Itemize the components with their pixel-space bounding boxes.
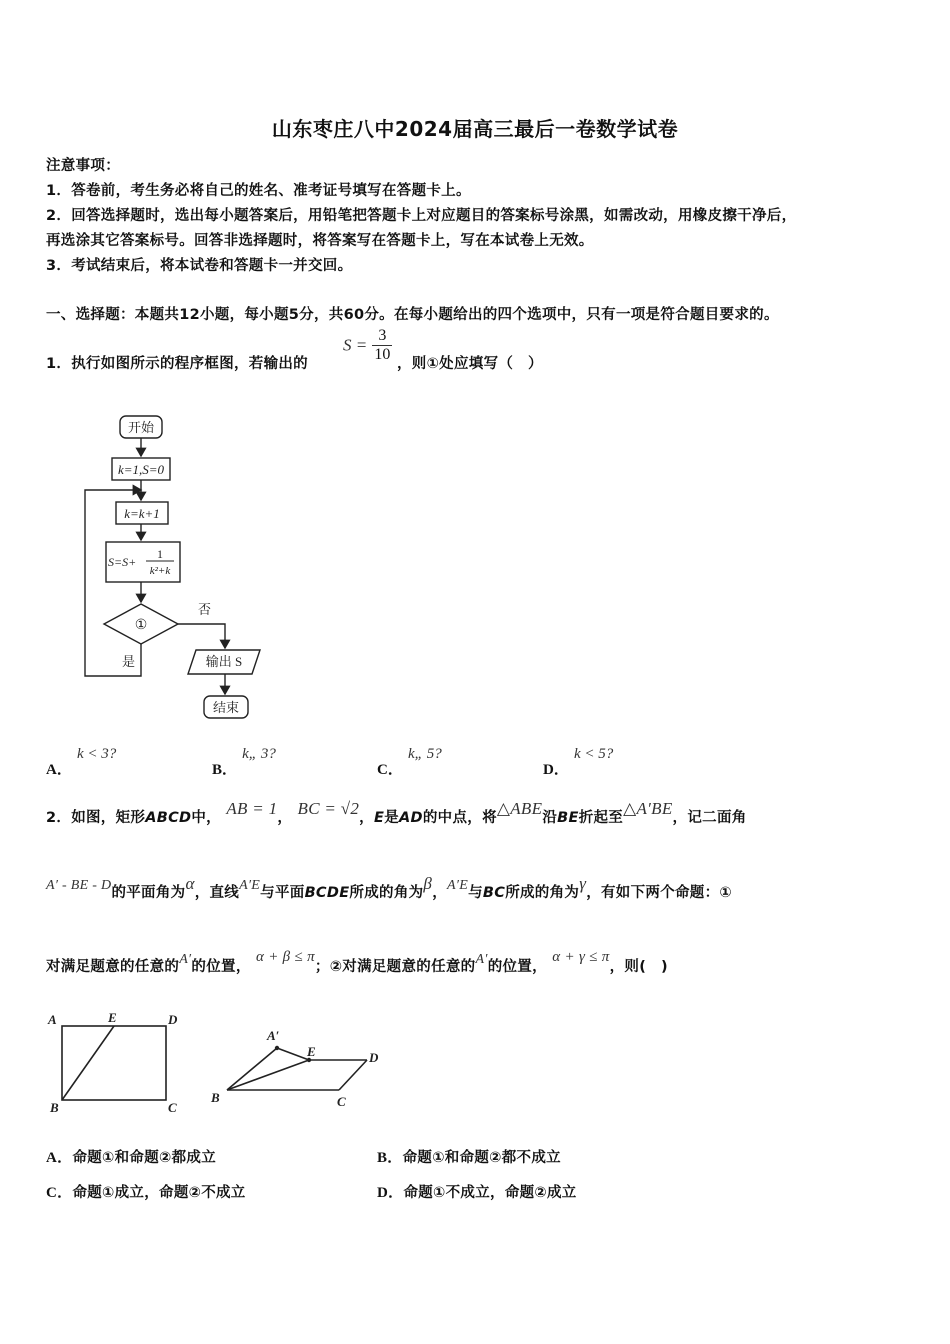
q2-option-a: A．命题①和命题②都成立	[46, 1150, 216, 1166]
flow-sum-den: k²+k	[149, 565, 171, 577]
section-heading: 一、选择题：本题共12小题，每小题5分，共60分。在每小题给出的四个选项中，只有一项是符合题目要求的。	[46, 307, 779, 323]
q2-option-b: B．命题①和命题②都不成立	[377, 1150, 561, 1166]
flow-output-label: 输出 S	[205, 654, 243, 669]
flow-init-label: k=1,S=0	[117, 462, 165, 477]
fig1-label-c: C	[168, 1100, 177, 1115]
flow-start-label: 开始	[127, 420, 155, 435]
fig1-label-b: B	[50, 1100, 59, 1115]
q1-option-d: D． k < 5?	[543, 746, 614, 778]
fig2-label-b: B	[211, 1090, 220, 1105]
notice-heading: 注意事项：	[46, 158, 120, 174]
q1-frac-den: 10	[374, 346, 391, 363]
flow-yes-label: 是	[122, 654, 136, 669]
fig2-label-a: A′	[267, 1028, 280, 1043]
flow-sum-left: S=S+	[108, 555, 137, 569]
q2-option-c: C．命题①成立，命题②不成立	[46, 1185, 246, 1201]
q1-option-c: C． k„ 5?	[377, 746, 442, 778]
notice-item: 2．回答选择题时，选出每小题答案后，用铅笔把答题卡上对应题目的答案标号涂黑，如需改动，用橡皮擦干净后，	[46, 208, 797, 224]
q1-option-a: A． k < 3?	[46, 746, 117, 778]
q1-stem	[46, 352, 308, 373]
flow-sum-num: 1	[157, 547, 163, 561]
fig2-label-d: D	[369, 1050, 379, 1065]
q1-stem-after: ，则①处应填写（ ）	[397, 356, 543, 372]
fig1-label-a: A	[48, 1012, 57, 1027]
flow-end-label: 结束	[212, 700, 240, 715]
q2-figure-folded	[205, 1022, 395, 1114]
q1-frac-num: 3	[372, 327, 392, 346]
page-title: 山东枣庄八中2024届高三最后一卷数学试卷	[271, 117, 679, 141]
fig2-label-c: C	[337, 1094, 346, 1109]
flow-no-label: 否	[198, 602, 212, 617]
flow-cond-label: ①	[134, 618, 148, 633]
flow-step-label: k=k+1	[124, 506, 160, 521]
q2-line-3: 对满足题意的任意的A′的位置， α + β ≤ π；②对满足题意的任意的A′的位置， α + γ ≤ π，则( )	[46, 949, 668, 975]
q2-option-d: D．命题①不成立，命题②成立	[377, 1185, 577, 1201]
q1-output-formula	[343, 327, 392, 364]
q2-figure-rectangle	[44, 1008, 194, 1120]
notice-item: 3．考试结束后，将本试卷和答题卡一并交回。	[46, 258, 353, 274]
fig1-label-e: E	[108, 1010, 117, 1025]
q1-s-expr: S =	[343, 335, 368, 355]
notice-item: 再选涂其它答案标号。回答非选择题时，将答案写在答题卡上，写在本试卷上无效。	[46, 233, 594, 249]
fig1-label-d: D	[168, 1012, 178, 1027]
q1-option-b: B． k„ 3?	[212, 746, 276, 778]
q1-flowchart	[80, 410, 280, 725]
q1-fraction	[372, 327, 392, 364]
q2-line-1: 2．如图，矩形ABCD中， AB = 1， BC = √2，E是AD的中点，将△ABE沿BE折起至△A′BE，记二面角	[46, 799, 747, 826]
fig2-label-e: E	[307, 1044, 316, 1059]
q1-stem-text: 1．执行如图所示的程序框图，若输出的	[46, 356, 308, 372]
notice-item: 1．答卷前，考生务必将自己的姓名、准考证号填写在答题卡上。	[46, 183, 471, 199]
q2-line-2: A′ - BE - D的平面角为α，直线A′E与平面BCDE所成的角为β，A′E与BC所成的角为γ，有如下两个命题：①	[46, 874, 732, 901]
